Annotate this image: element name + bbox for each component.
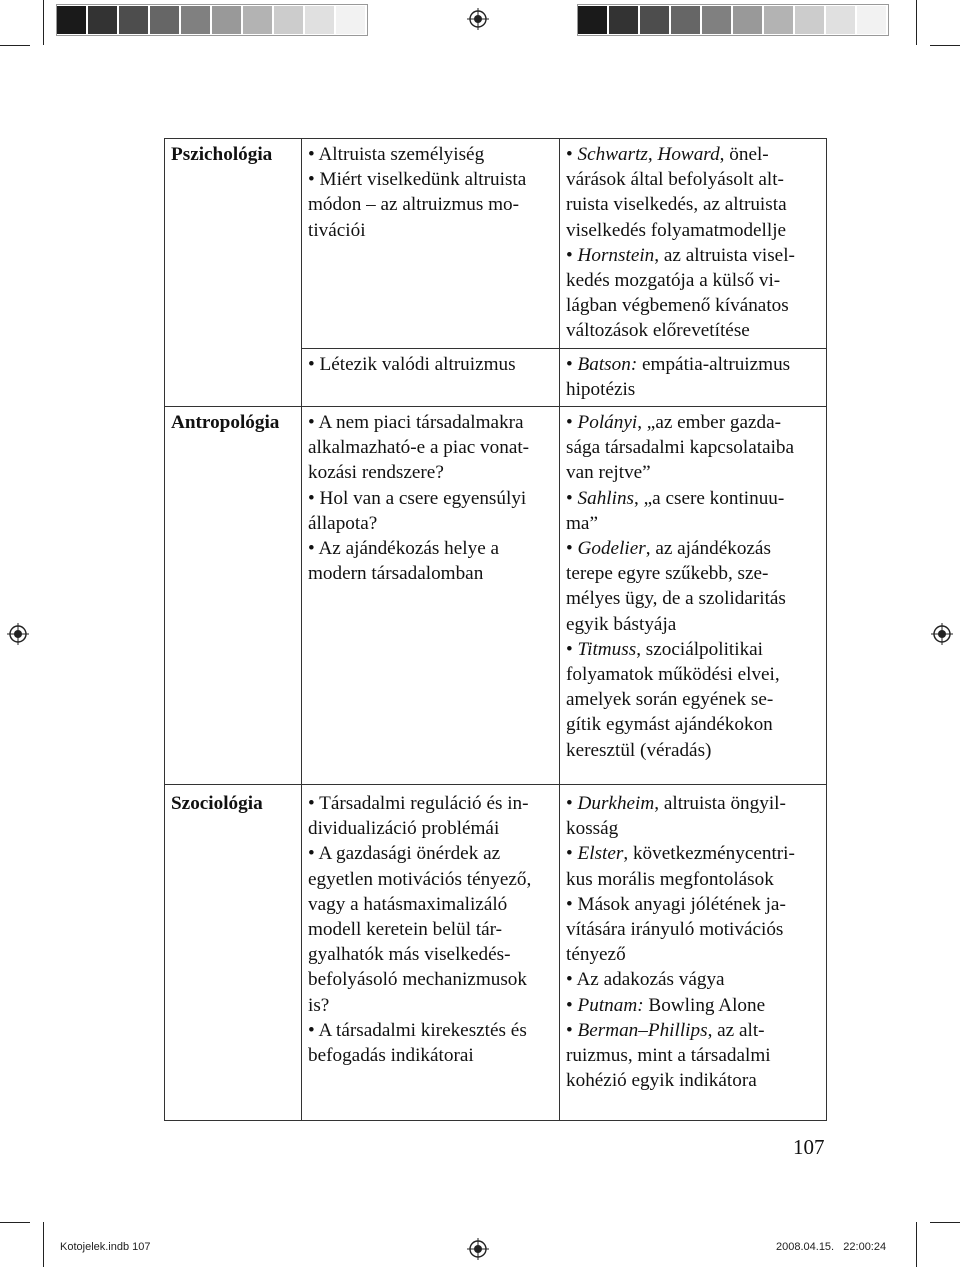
trim-mark	[916, 1222, 917, 1267]
text-line: • A társadalmi kirekesztés és	[308, 1019, 527, 1041]
text-line: is?	[308, 994, 330, 1016]
author-name: Durkheim	[577, 793, 655, 815]
text-line: kohézió egyik indikátora	[566, 1070, 757, 1092]
author-name: Putnam:	[577, 994, 644, 1016]
text-line: • Polányi, „az ember gazda-	[566, 412, 782, 434]
gray-color-bar-left	[56, 4, 368, 36]
text-line: tényező	[566, 944, 626, 966]
page-number: 107	[793, 1135, 825, 1159]
slug-filename: Kotojelek.indb 107	[60, 1241, 151, 1253]
anthropology-authors	[560, 407, 827, 785]
text-line: folyamatok működési elvei,	[566, 664, 780, 686]
text-line: egyetlen motivációs tényező,	[308, 868, 532, 890]
text-line: • A gazdasági önérdek az	[308, 843, 501, 865]
author-name: Godelier	[577, 538, 646, 560]
text-line: • Hornstein, az altruista visel-	[566, 244, 795, 266]
text-line: egyik bástyája	[566, 613, 677, 635]
discipline-label-psychology: Pszichológia	[165, 139, 302, 349]
psychology-authors	[560, 139, 827, 349]
author-name: Elster	[577, 843, 624, 865]
text-line: • Társadalmi reguláció és in-	[308, 793, 529, 815]
author-name: Hornstein	[577, 244, 655, 266]
discipline-label-anthropology: Antropológia	[165, 407, 302, 785]
text-line: kosság	[566, 818, 619, 840]
trim-mark	[916, 0, 917, 45]
text-line: • Godelier, az ajándékozás	[566, 538, 771, 560]
author-name: Titmuss	[577, 638, 637, 660]
sociology-authors	[560, 785, 827, 1121]
text-line: vagy a hatásmaximalizáló	[308, 893, 508, 915]
text-line: • Schwartz, Howard, önel-	[566, 144, 769, 165]
trim-mark	[930, 1222, 960, 1223]
text-line: módon – az altruizmus mo-	[308, 194, 520, 216]
trim-mark	[0, 1222, 30, 1223]
text-line: várások által befolyásolt alt-	[566, 169, 784, 191]
text-line: ma”	[566, 512, 598, 534]
text-line: változások előrevetítése	[566, 320, 750, 342]
author-name: Berman–Phillips	[577, 1019, 708, 1041]
text-line: gyalhatók más viselkedés-	[308, 944, 511, 966]
text-line: • Durkheim, altruista öngyil-	[566, 793, 786, 815]
sociology-questions	[302, 785, 560, 1121]
text-line: keresztül (véradás)	[566, 739, 712, 761]
trim-mark	[0, 45, 30, 46]
text-line: • A nem piaci társadalmakra	[308, 412, 524, 434]
discipline-table	[164, 138, 827, 1121]
text-line: • Elster, következménycentri-	[566, 843, 795, 865]
text-line: sága társadalmi kapcsolataiba	[566, 437, 795, 459]
text-line: van rejtve”	[566, 462, 651, 484]
text-line: állapota?	[308, 512, 378, 534]
text-line: ruista viselkedés, az altruista	[566, 194, 787, 216]
author-name: Sahlins	[577, 487, 635, 509]
text-line: vítására irányuló motivációs	[566, 919, 784, 941]
trim-mark	[43, 1222, 44, 1267]
trim-mark	[930, 45, 960, 46]
slug-datetime: 2008.04.15. 22:00:24	[776, 1241, 887, 1253]
text-line: befogadás indikátorai	[308, 1045, 474, 1067]
psychology-questions	[302, 139, 560, 349]
text-line: mélyes ügy, de a szolidaritás	[566, 588, 786, 610]
text-line: • Batson: empátia-altruizmus	[566, 353, 791, 375]
anthropology-questions	[302, 407, 560, 785]
registration-mark-icon	[467, 1238, 489, 1260]
registration-mark-icon	[467, 8, 489, 30]
text-line: • Az ajándékozás helye a	[308, 538, 500, 560]
text-line: viselkedés folyamatmodellje	[566, 219, 787, 241]
text-line: befolyásoló mechanizmusok	[308, 969, 527, 991]
text-line: amelyek során egyének se-	[566, 689, 774, 711]
trim-mark	[43, 0, 44, 45]
text-line: • Putnam: Bowling Alone	[566, 994, 766, 1016]
author-name: Batson:	[577, 353, 638, 375]
gray-color-bar-right	[577, 4, 889, 36]
text-line: • Sahlins, „a csere kontinuu-	[566, 487, 785, 509]
registration-mark-icon	[7, 623, 29, 645]
psychology-author-2	[560, 348, 827, 406]
text-line: gítik egymást ajándékokon	[566, 714, 773, 736]
text-line: • Létezik valódi altruizmus	[308, 353, 516, 375]
text-line: • Hol van a csere egyensúlyi	[308, 487, 527, 509]
psychology-question-2	[302, 348, 560, 406]
text-line: • Berman–Phillips, az alt-	[566, 1019, 765, 1041]
text-line: • Mások anyagi jólétének ja-	[566, 893, 786, 915]
text-line: kus morális megfontolások	[566, 868, 774, 890]
discipline-cell-psychology-cont	[165, 348, 302, 406]
text-line: hipotézis	[566, 378, 636, 400]
text-line: modell keretein belül tár-	[308, 919, 503, 941]
text-line: lágban végbemenő kívánatos	[566, 295, 789, 317]
text-line: alkalmazható-e a piac vonat-	[308, 437, 530, 459]
text-line: kedés mozgatója a külső vi-	[566, 270, 781, 292]
text-line: modern társadalomban	[308, 563, 484, 585]
text-line: • Miért viselkedünk altruista	[308, 169, 527, 191]
registration-mark-icon	[931, 623, 953, 645]
discipline-label-sociology: Szociológia	[165, 785, 302, 1121]
text-line: terepe egyre szűkebb, sze-	[566, 563, 769, 585]
text-line: • Titmuss, szociálpolitikai	[566, 638, 764, 660]
text-line: ruizmus, mint a társadalmi	[566, 1045, 771, 1067]
author-name: Polányi	[577, 412, 638, 434]
text-line: dividualizáció problémái	[308, 818, 500, 840]
text-line: kozási rendszere?	[308, 462, 444, 484]
author-name: Schwartz, Howard	[577, 144, 720, 165]
text-line: • Az adakozás vágya	[566, 969, 725, 991]
text-line: tivációi	[308, 219, 366, 241]
text-line: • Altruista személyiség	[308, 144, 485, 165]
